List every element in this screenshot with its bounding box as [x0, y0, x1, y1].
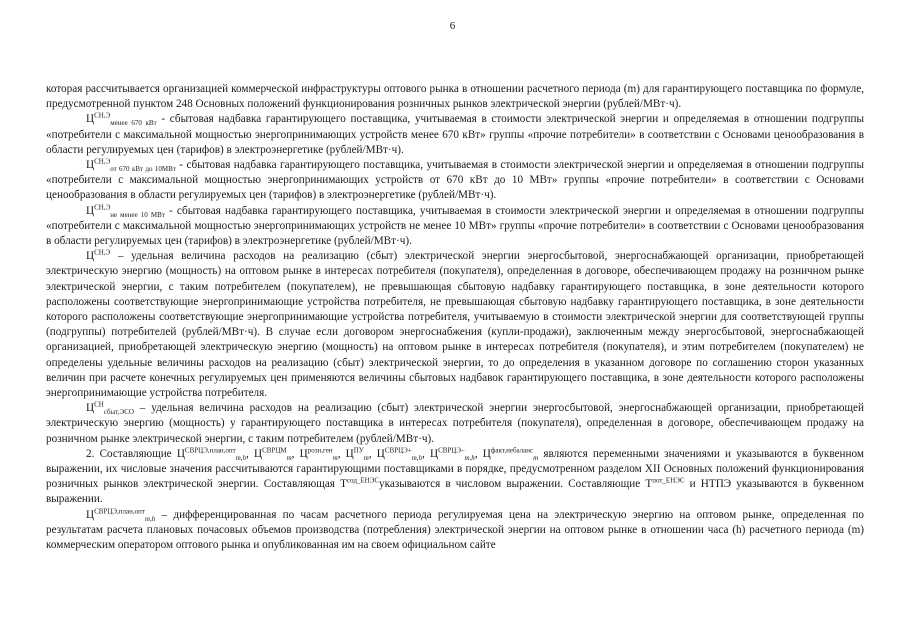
formula-symbol: $Ц^{СН,Э}_{от 670 кВт до 10МВт}$: [86, 157, 176, 174]
formula-symbol: $Т^{пот\_ЕНЭС}$: [645, 476, 685, 491]
paragraph-text: – удельная величина расходов на реализацию (сбыт) электрической энергии энергосбытовой, энергоснабжающей организации, приобретающей электрическую энергию (мощность) у гарантирующего поставщика в интересах потребителя (покупателя), определенная в договоре, обеспечивающем продажу на розничном рынке электрической энергии, с таким потребителем (рублей/МВт·ч).: [46, 402, 864, 445]
formula-symbol: $Ц^{СВРЦЭ,план,опт}_{m,h}$: [86, 506, 156, 523]
formula-term: $Ц^{факт,небаланс}_m$: [477, 446, 539, 463]
formula-symbol: $Ц^{СН,Э}_{менее 670 кВт}$: [86, 111, 157, 128]
paragraph-text: - сбытовая надбавка гарантирующего поставщика, учитываемая в стоимости электрической энергии и определяемая в отношении подгруппы «потребители с максимальной мощностью энергопринимающих устройств не менее 10 МВт» группы «прочие потребители» в соответствии с Основами ценообразования в области регулируемых цен (тарифов) в электроэнергетике (рублей/МВт·ч).: [46, 204, 864, 248]
paragraph-text: – дифференцированная по часам расчетного периода регулируемая цена на электрическую энергию на оптовом рынке, определенная по результатам расчета плановых почасовых объемов производства (потребления) электрической энергии на оптовом рынке в отношении часа (h) расчетного периода (m) коммерческим оператором оптового рынка и опубликованная им на своем официальном сайте: [46, 508, 864, 552]
paragraph-item-2: [46, 447, 864, 508]
paragraph-nadbavka-less-670: [46, 112, 864, 158]
paragraph-nadbavka-not-less-10mw: [46, 204, 864, 250]
formula-terms: $Ц^{СВРЦЭ,план,опт}_{m,h}$, $Ц^{СВРЦМ}_m$, $Ц^{розн,ген}_m$, $Ц^{ПУ}_m$, $Ц^{СВРЦЭ+}_{m,h}$, $Ц^{СВРЦЭ-}_{m,h}$, $Ц^{факт,небаланс}_m$: [176, 446, 539, 463]
formula-term: $Ц^{СВРЦЭ+}_{m,h}$: [371, 446, 423, 463]
paragraph-text: являются переменными значениями и указываются в буквенном выражении, их числовые значения рассчитываются гарантирующими поставщиками в порядке, предусмотренном разделом XII Основных положений функционирования розничных рынков электрической энергии. Составляющая: [46, 447, 864, 491]
paragraph-text: – удельная величина расходов на реализацию (сбыт) электрической энергии энергосбытовой, энергоснабжающей организации, приобретающей электрическую энергию (мощность) на оптовом рынке в интересах потребителя (покупателя), определенная в договоре, обеспечивающем продажу на розничном рынке электрической энергии, с таким потребителем (покупателем), не превышающая сбытовую надбавку гарантирующего поставщика, в зоне деятельности которого расположены соответствующие энергопринимающие устройства потребителя, не превышающая сбытовую надбавку гарантирующего поставщика, в зоне деятельности которого расположены соответствующие энергопринимающие устройства потребителя, учитываемую в стоимости электрической энергии для соответствующей группы (подгруппы) потребителей (рублей/МВт·ч). В случае если договором энергоснабжения (купли-продажи), заключенным между энергосбытовой, энергоснабжающей организацией, приобретающей электрическую энергию (мощность) на оптовом рынке в интересах потребителя (покупателя), и этим потребителем (покупателем) не определены удельные величины расходов на реализацию (сбыт) электрической энергии, то до определения в указанном договоре по соглашению сторон указанных величин при расчете конечных регулируемых цен применяются величины сбытовых надбавок гарантирующего поставщика, в зоне деятельности которого расположены энергопринимающие устройства потребителя.: [46, 250, 864, 400]
page-number: 6: [449, 20, 456, 32]
formula-term: $Ц^{СВРЦМ}_m$: [248, 446, 292, 463]
paragraph-text: указываются в числовом выражении. Составляющие: [379, 478, 646, 491]
paragraph-sbyt-expenses: [46, 249, 864, 401]
formula-term: $Ц^{СВРЦЭ,план,опт}_{m,h}$: [176, 446, 247, 463]
formula-symbol: $Ц^{СН}_{сбыт,ЭСО}$: [86, 400, 134, 417]
document-body: [46, 82, 864, 553]
item-number: 2.: [86, 447, 95, 460]
paragraph-nadbavka-670-10mw: [46, 158, 864, 204]
paragraph-text: которая рассчитывается организацией коммерческой инфраструктуры оптового рынка в отношении расчетного периода (m) для гарантирующего поставщика по формуле, предусмотренной пунктом 248 Основных положений функционирования розничных рынков электрической энергии (рублей/МВт·ч).: [46, 83, 864, 111]
paragraph-text: - сбытовая надбавка гарантирующего поставщика, учитываемая в стоимости электрической энергии и определяемая в отношении подгруппы «потребители с максимальной мощностью энергопринимающих устройств менее 670 кВт» группы «прочие потребители» в соответствии с Основами ценообразования в области регулируемых цен (тарифов) в электроэнергетике (рублей/МВт·ч).: [46, 113, 864, 156]
item-lead: Составляющие: [99, 447, 172, 460]
paragraph-svrce-definition: [46, 508, 864, 554]
formula-term: $Ц^{СВРЦЭ-}_{m,h}$: [424, 446, 475, 463]
formula-term: $Ц^{ПУ}_m$: [340, 446, 369, 463]
paragraph-intro: [46, 82, 864, 112]
paragraph-text: и НТПЭ указываются в буквенном выражении.: [46, 478, 864, 506]
formula-symbol: $Ц^{СН,Э}$: [86, 248, 111, 263]
formula-term: $Ц^{розн,ген}_m$: [294, 446, 338, 463]
paragraph-text: - сбытовая надбавка гарантирующего поставщика, учитываемая в стоимости электрической энергии и определяемая в отношении подгруппы «потребители с максимальной мощностью энергопринимающих устройств от 670 кВт до 10 МВт» группы «прочие потребители» в соответствии с Основами ценообразования в области регулируемых цен (тарифов) в электроэнергетике (рублей/МВт·ч).: [46, 159, 865, 202]
paragraph-sbyt-eso: [46, 401, 864, 447]
formula-symbol: $Ц^{СН,Э}_{не менее 10 МВт}$: [86, 202, 165, 219]
formula-symbol: $Т^{сод\_ЕНЭС}$: [340, 476, 380, 491]
